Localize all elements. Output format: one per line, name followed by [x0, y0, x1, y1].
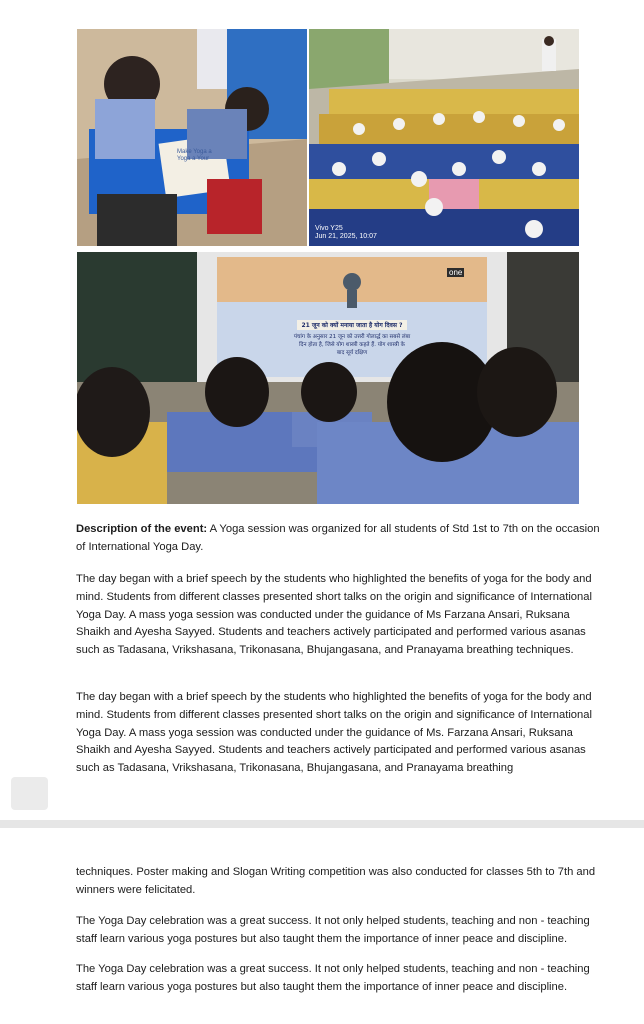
paragraph-2-continued	[76, 864, 606, 900]
page-separator	[0, 820, 644, 828]
screen-line-3: बाद सूर्य दक्षिण	[336, 350, 368, 356]
paragraph-3-text: The Yoga Day celebration was a great success. It not only helped students, teaching and non - teaching staff learn various yoga postures but also taught them the importance of inner peace and discipline.	[76, 915, 590, 945]
projector-screen-text	[227, 312, 477, 357]
screen-heading: 21 जून को क्यों मनाया जाता है योग दिवस ?	[297, 320, 406, 330]
document-page-2	[0, 828, 644, 1024]
paragraph-3	[76, 913, 606, 949]
screen-line-2: दिन होता है, जिसे योग शास्त्री कहते हैं. योग शास्त्री के	[299, 342, 405, 348]
paragraph-1	[76, 571, 606, 660]
description-text: A Yoga session was organized for all students of Std 1st to 7th on the occasion of International Yoga Day.	[76, 523, 600, 553]
capture-date: Jun 21, 2025, 10:07	[315, 233, 377, 240]
paragraph-1-text: The day began with a brief speech by the students who highlighted the benefits of yoga for the body and mind. Students from different classes presented short talks on the origin and significance of International Yoga Day. A mass yoga session was conducted under the guidance of Ms Farzana Ansari, Ruksana Shaikh and Ayesha Sayyed. Students and teachers actively participated and performed various asanas such as Tadasana, Vrikshasana, Trikonasana, Bhujangasana, and Pranayama breathing techniques.	[76, 573, 592, 657]
screen-logo: one	[449, 268, 463, 277]
paragraph-2	[76, 689, 606, 778]
classroom-presentation-photo	[77, 252, 579, 504]
paragraph-2-text: The day began with a brief speech by the students who highlighted the benefits of yoga for the body and mind. Students from different classes presented short talks on the origin and significance of International Yoga Day. A mass yoga session was conducted under the guidance of Ms. Farzana Ansari, Ruksana Shaikh and Ayesha Sayyed. Students and teachers actively participated and performed various asanas such as Tadasana, Vrikshasana, Trikonasana, Bhujangasana, and Pranayama breathing	[76, 691, 592, 775]
paragraph-4-text: The Yoga Day celebration was a great success. It not only helped students, teaching and non - teaching staff learn various yoga postures but also taught them the importance of inner peace and discipline.	[76, 963, 590, 993]
paragraph-4	[76, 961, 606, 997]
description-label: Description of the event:	[76, 523, 208, 535]
mass-yoga-photo	[309, 29, 579, 246]
poster-making-photo	[77, 29, 307, 246]
photo-timestamp	[315, 225, 377, 241]
poster-text: Make Yoga a Yoga a Your	[177, 149, 212, 162]
event-description	[76, 521, 606, 557]
paragraph-2-continued-text: techniques. Poster making and Slogan Writing competition was also conducted for classes 5th to 7th and winners were felicitated.	[76, 866, 596, 896]
screen-line-1: पंचांग के अनुसार 21 जून को उत्तरी गोलार्द्ध का सबसे लंबा	[293, 334, 411, 340]
camera-model: Vivo Y25	[315, 225, 343, 232]
scroll-handle[interactable]	[11, 777, 48, 810]
